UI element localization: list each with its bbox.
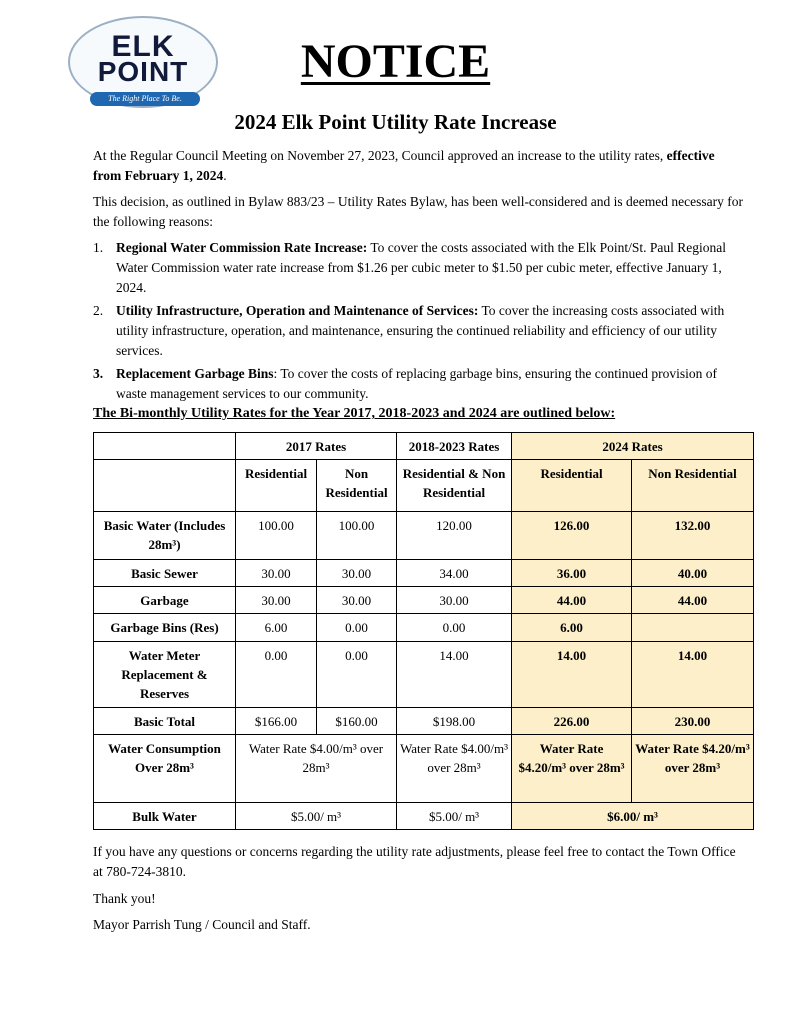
cell-residential-2017: 0.00 [236, 642, 317, 708]
table-heading: The Bi-monthly Utility Rates for the Year 2017, 2018-2023 and 2024 are outlined below: [93, 406, 616, 421]
cell-nonresidential-2017: 100.00 [317, 512, 397, 560]
cell-rate-2024: $6.00/ m³ [512, 803, 754, 830]
cell-residential-2017: 30.00 [236, 587, 317, 614]
cell-nonresidential-2024: 44.00 [632, 587, 754, 614]
table-header-row-groups [94, 433, 754, 460]
notice-subtitle: 2024 Elk Point Utility Rate Increase [234, 110, 557, 134]
row-label: Garbage Bins (Res) [94, 614, 236, 642]
intro-paragraph [93, 146, 743, 186]
reason-text: : To cover the costs of replacing garbage bins, ensuring the continued provision of waste management services to our community. [116, 366, 717, 401]
reason-text: To cover the increasing costs associated with utility infrastructure, operation, and maintenance, ensuring the continued reliability and efficiency of our utility services. [116, 303, 725, 358]
cell-2018-2023: Water Rate $4.00/m³ over 28m³ [397, 735, 512, 803]
cell-2018-2023: 34.00 [397, 560, 512, 587]
table-row-basic-sewer [94, 560, 754, 587]
row-label: Garbage [94, 587, 236, 614]
intro-end: . [223, 168, 227, 183]
cell-nonresidential-2017: 0.00 [317, 642, 397, 708]
questions-paragraph: If you have any questions or concerns regarding the utility rate adjustments, please feel free to contact the Town Office at 780-724-3810. [93, 844, 736, 879]
cell-nonresidential-2017: 0.00 [317, 614, 397, 642]
row-label: Basic Sewer [94, 560, 236, 587]
subheader-residential-2017: Residential [236, 460, 317, 512]
cell-2018-2023: 14.00 [397, 642, 512, 708]
table-row-garbage-bins [94, 614, 754, 642]
subheader-nonresidential-2017: Non Residential [317, 460, 397, 512]
row-label: Basic Total [94, 708, 236, 735]
group-header-2024: 2024 Rates [512, 433, 754, 460]
cell-nonresidential-2024: Water Rate $4.20/m³ over 28m³ [632, 735, 754, 803]
logo-line-point: POINT [97, 56, 189, 87]
reason-title: Regional Water Commission Rate Increase: [116, 240, 368, 255]
reason-text: To cover the costs associated with the Elk Point/St. Paul Regional Water Commission water rate increase from $1.26 per cubic meter to $1.50 per cubic meter, effective January 1, 2024. [116, 240, 726, 295]
cell-rate-2017: $5.00/ m³ [236, 803, 397, 830]
cell-nonresidential-2024 [632, 614, 754, 642]
table-row-bulk-water [94, 803, 754, 830]
logo-tagline: The Right Place To Be. [90, 92, 200, 106]
cell-nonresidential-2024: 40.00 [632, 560, 754, 587]
cell-residential-2024: 226.00 [512, 708, 632, 735]
reason-title: Utility Infrastructure, Operation and Maintenance of Services: [116, 303, 479, 318]
reason-item [93, 238, 743, 298]
row-label: Water Consumption Over 28m³ [94, 735, 236, 803]
cell-residential-2024: 44.00 [512, 587, 632, 614]
thank-you-line: Thank you! [93, 891, 156, 906]
group-header-2018-2023: 2018-2023 Rates [397, 433, 512, 460]
cell-nonresidential-2017: 30.00 [317, 560, 397, 587]
cell-nonresidential-2024: 230.00 [632, 708, 754, 735]
cell-nonresidential-2017: 30.00 [317, 587, 397, 614]
cell-residential-2024: 36.00 [512, 560, 632, 587]
table-header-row-types [94, 460, 754, 512]
decision-paragraph [93, 192, 743, 232]
cell-residential-2017: 6.00 [236, 614, 317, 642]
intro-text: At the Regular Council Meeting on November 27, 2023, Council approved an increase to the utility rates, [93, 148, 667, 163]
cell-2018-2023: $198.00 [397, 708, 512, 735]
reason-title: Replacement Garbage Bins [116, 366, 274, 381]
subheader-both-2018-2023: Residential & Non Residential [397, 460, 512, 512]
reason-item [93, 301, 743, 361]
reason-number: 3. [93, 366, 104, 381]
cell-residential-2024: 6.00 [512, 614, 632, 642]
cell-2018-2023: 30.00 [397, 587, 512, 614]
cell-nonresidential-2024: 14.00 [632, 642, 754, 708]
cell-nonresidential-2017: $160.00 [317, 708, 397, 735]
cell-2018-2023: 0.00 [397, 614, 512, 642]
table-row-basic-total [94, 708, 754, 735]
cell-residential-2024: 126.00 [512, 512, 632, 560]
reason-item [93, 364, 743, 404]
cell-residential-2017: $166.00 [236, 708, 317, 735]
utility-rates-table [93, 432, 754, 830]
cell-residential-2024: 14.00 [512, 642, 632, 708]
cell-rate-2017: Water Rate $4.00/m³ over 28m³ [236, 735, 397, 803]
subheader-nonresidential-2024: Non Residential [632, 460, 754, 512]
intro-effective-date: effective from February 1, 2024 [93, 148, 715, 183]
logo-line-elk: ELK [111, 30, 175, 63]
table-corner-cell [94, 460, 236, 512]
row-label: Basic Water (Includes 28m³) [94, 512, 236, 560]
group-header-2017: 2017 Rates [236, 433, 397, 460]
signature-line: Mayor Parrish Tung / Council and Staff. [93, 917, 311, 932]
table-row-garbage [94, 587, 754, 614]
cell-2018-2023: $5.00/ m³ [397, 803, 512, 830]
cell-nonresidential-2024: 132.00 [632, 512, 754, 560]
table-row-water-consumption [94, 735, 754, 803]
table-row-basic-water [94, 512, 754, 560]
table-corner-cell [94, 433, 236, 460]
notice-title-text: NOTICE [300, 35, 491, 88]
notice-title [0, 30, 791, 90]
reason-number: 1. [93, 240, 104, 255]
reason-number: 2. [93, 303, 104, 318]
cell-residential-2017: 100.00 [236, 512, 317, 560]
reasons-list [93, 238, 743, 407]
cell-residential-2024: Water Rate $4.20/m³ over 28m³ [512, 735, 632, 803]
row-label: Bulk Water [94, 803, 236, 830]
cell-2018-2023: 120.00 [397, 512, 512, 560]
cell-residential-2017: 30.00 [236, 560, 317, 587]
table-row-water-meter [94, 642, 754, 708]
subheader-residential-2024: Residential [512, 460, 632, 512]
decision-text: This decision, as outlined in Bylaw 883/23 – Utility Rates Bylaw, has been well-considered and is deemed necessary for the following reasons: [93, 194, 743, 229]
row-label: Water Meter Replacement & Reserves [94, 642, 236, 708]
